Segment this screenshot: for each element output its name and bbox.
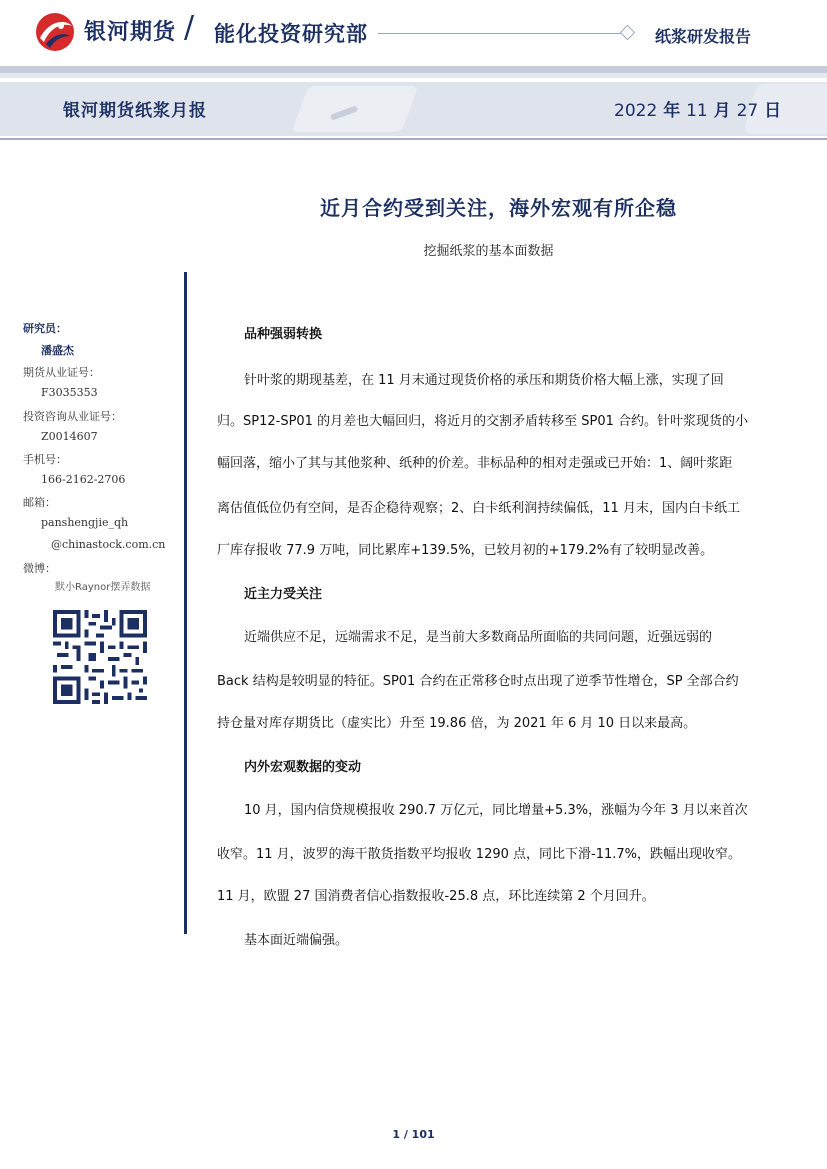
header-decor-line: [378, 33, 623, 34]
date-month: 11: [686, 101, 708, 121]
header-divider: /: [184, 10, 195, 45]
paragraph-line: 厂库存报收 77.9 万吨，同比累库+139.5%，已较月初的+179.2%有了较明显改善。: [217, 543, 714, 558]
researcher-name: 潘盛杰: [41, 344, 74, 357]
paragraph-line: 近端供应不足，远端需求不足，是当前大多数商品所面临的共同问题，近强远弱的: [244, 630, 713, 645]
futures-cert-label: 期货从业证号：: [23, 366, 100, 379]
qr-code-icon[interactable]: [52, 610, 148, 704]
paragraph-line: 收窄。11 月，波罗的海干散货指数平均报收 1290 点，同比下滑-11.7%，跌幅出现收窄。: [217, 847, 742, 862]
advisory-cert-value: Z0014607: [41, 430, 98, 443]
paragraph-line: 针叶浆的期现基差，在 11 月末通过现货价格的承压和期货价格大幅上涨，实现了回: [244, 373, 724, 388]
date-month-unit: 月: [713, 101, 731, 121]
report-type: 纸浆研发报告: [655, 27, 752, 46]
weibo-label: 微博：: [23, 562, 56, 575]
report-subtitle: 挖掘纸浆的基本面数据: [423, 244, 554, 259]
paragraph-line: 幅回落，缩小了其与其他浆种、纸种的价差。非标品种的相对走强或已开始：1、阔叶浆距: [217, 456, 733, 471]
report-title: 近月合约受到关注，海外宏观有所企稳: [320, 196, 677, 220]
department-name: 能化投资研究部: [214, 22, 368, 46]
report-series-title: 银河期货纸浆月报: [63, 101, 207, 121]
sidebar-divider: [184, 272, 187, 934]
diamond-icon: [620, 25, 636, 41]
galaxy-futures-logo-icon: [34, 12, 76, 52]
paragraph-line: 归。SP12-SP01 的月差也大幅回归，将近月的交割矛盾转移至 SP01 合约。针叶浆现货的小: [217, 414, 748, 429]
section-heading: 近主力受关注: [244, 587, 323, 602]
phone-label: 手机号：: [23, 453, 67, 466]
email-value-line2[interactable]: @chinastock.com.cn: [51, 538, 166, 551]
researcher-label: 研究员：: [23, 322, 67, 335]
date-year-unit: 年: [663, 101, 681, 121]
paragraph-line: Back 结构是较明显的特征。SP01 合约在正常移仓时点出现了逆季节性增仓，SP 全部合约: [217, 674, 739, 689]
page-number: 1 / 101: [392, 1128, 435, 1141]
date-day: 27: [736, 101, 759, 121]
futures-cert-value: F3035353: [41, 386, 98, 399]
paragraph-line: 11 月，欧盟 27 国消费者信心指数报收-25.8 点，环比连续第 2 个月回升。: [217, 889, 655, 904]
page-header: [0, 0, 827, 66]
paragraph-line: 离估值低位仍有空间，是否企稳待观察；2、白卡纸利润持续偏低，11 月末，国内白卡纸工: [217, 501, 740, 516]
banner-divider: [0, 138, 827, 140]
section-heading: 内外宏观数据的变动: [244, 760, 362, 775]
header-stripe: [0, 66, 827, 73]
phone-value: 166-2162-2706: [41, 473, 126, 486]
date-year: 2022: [614, 101, 658, 121]
email-label: 邮箱：: [23, 496, 56, 509]
header-stripe-light: [0, 73, 827, 78]
paragraph-line: 持仓量对库存期货比（虚实比）升至 19.86 倍，为 2021 年 6 月 10 日以来最高。: [217, 716, 697, 731]
section-heading: 品种强弱转换: [244, 327, 323, 342]
conclusion-line: 基本面近端偏强。: [244, 933, 349, 948]
company-name: 银河期货: [84, 20, 177, 45]
date-day-unit: 日: [764, 101, 782, 121]
advisory-cert-label: 投资咨询从业证号：: [23, 410, 122, 423]
email-value-line1[interactable]: panshengjie_qh: [41, 516, 129, 529]
weibo-account: 默小Raynor摆弄数据: [55, 582, 151, 593]
paragraph-line: 10 月，国内信贷规模报收 290.7 万亿元，同比增量+5.3%，涨幅为今年 3 月以来首次: [244, 803, 748, 818]
report-date: [614, 96, 781, 121]
